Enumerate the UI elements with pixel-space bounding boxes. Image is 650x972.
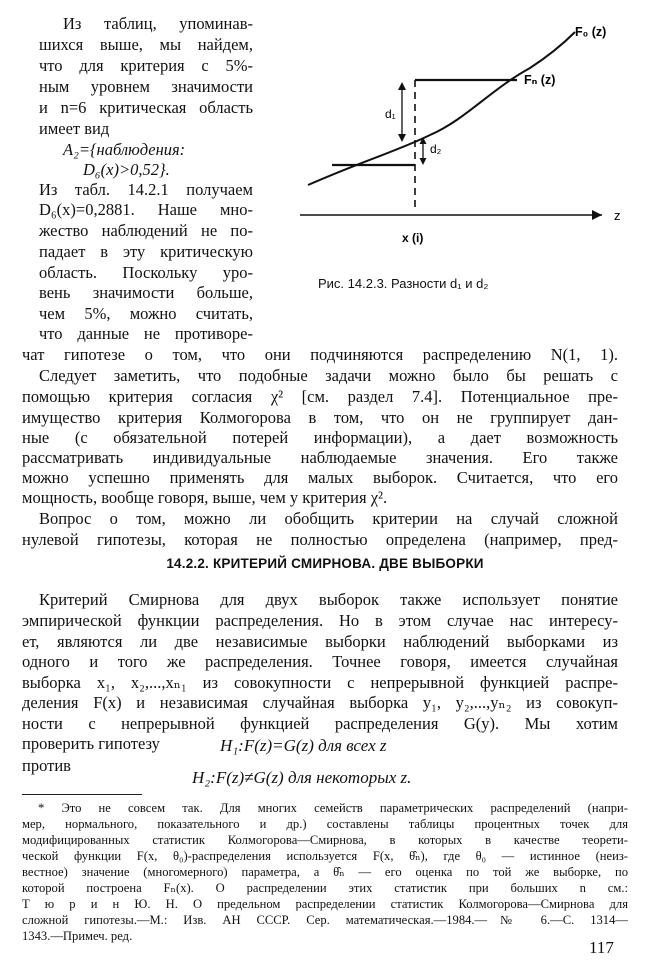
text-line: ные (с обязательной потерей информации), а дает возможность: [22, 428, 618, 447]
text-line: Следует заметить, что подобные задачи можно было бы решать с: [39, 366, 618, 385]
text-line: ет, являются ли две независимые выборки наблюдений выборками из: [22, 632, 618, 651]
text-line: рассматривать индивидуальные наблюдаемые значения. Его также: [22, 448, 618, 467]
figure-14-2-3: [290, 10, 645, 275]
text-line: эмпирической функции распределения. Но в этом случае нас интересу-: [22, 611, 618, 630]
hypothesis-h2: H₂:F(z)≠G(z) для некоторых z.: [192, 768, 412, 787]
text-line: жество наблюдений не по-: [39, 221, 253, 240]
footnote-line: 1343.—Примеч. ред.: [22, 929, 133, 943]
text-line: помощью критерия согласия χ² [см. раздел 7.4]. Потенциальное пре-: [22, 387, 618, 406]
label-z: z: [614, 208, 621, 223]
text-line: вень значимости больше,: [39, 283, 253, 302]
label-xi: x (i): [402, 231, 424, 245]
text-line: чем 5%, можно считать,: [39, 304, 253, 323]
footnote-line: Т ю р и н Ю. Н. О предельном распределении статистик Колмогорова—Смирнова для: [22, 897, 628, 911]
text-line: нулевой гипотезы, которая не полностью определена (например, пред-: [22, 530, 618, 549]
section-heading: 14.2.2. КРИТЕРИЙ СМИРНОВА. ДВЕ ВЫБОРКИ: [166, 556, 484, 571]
text-line: имущество критерия Колмогорова в том, что он не группирует дан-: [22, 408, 618, 427]
label-fn: Fₙ (z): [524, 73, 556, 87]
text-line: деления F(x) и независимая случайная выборка y₁, y₂,...,yₙ₂ из совокуп-: [22, 693, 618, 712]
footnote-rule: [22, 794, 142, 795]
footnote-line: которой построена Fₙ(x). О распределении этих статистик при больших n см.:: [22, 881, 628, 895]
text-protiv: против: [22, 756, 71, 775]
figure-caption: Рис. 14.2.3. Разности d₁ и d₂: [318, 276, 489, 291]
text-line: имеет вид: [39, 119, 110, 138]
label-d1: d₁: [385, 107, 396, 121]
footnote-line: ческой функции F(x, θ₀)-распределения используется F(x, θ̂ₙ), где θ₀ — истинное (неиз-: [22, 849, 628, 863]
d1-arrow-top-icon: [398, 82, 406, 90]
text-line: одного и того же распределения. Точнее говоря, имеется случайная: [22, 652, 618, 671]
footnote-line: модифицированных статистик Колмогорова—Смирнова, в которых в качестве теорети-: [22, 833, 628, 847]
label-f0: F₀ (z): [575, 25, 607, 39]
footnote-line: вестное) значение (многомерного) параметра, а θ̂ₙ — его оценка по той же выборке, по: [22, 865, 628, 879]
text-line: Из табл. 14.2.1 получаем: [39, 180, 253, 199]
text-line: область. Поскольку уро-: [39, 263, 253, 282]
z-axis-arrow-icon: [592, 210, 602, 220]
footnote-line: мер, нормального, показательного и др.) составлены таблицы процентных точек для: [22, 817, 628, 831]
text-line: падает в эту критическую: [39, 242, 253, 261]
d1-arrow-bottom-icon: [398, 134, 406, 142]
text-line: Вопрос о том, можно ли обобщить критерии на случай сложной: [39, 509, 618, 528]
text-line: чат гипотезе о том, что они подчиняются распределению N(1, 1).: [22, 345, 618, 364]
text-line: можно успешно применять для малых выборок. Считается, что его: [22, 468, 618, 487]
text-line: D₆(x)=0,2881. Наше мно-: [39, 200, 253, 219]
text-line: выборка x₁, x₂,...,xₙ₁ из совокупности с непрерывной функцией распре-: [22, 673, 618, 692]
page-number: 117: [589, 938, 614, 957]
footnote-line: * Это не совсем так. Для многих семейств параметрических распределений (напри-: [38, 801, 628, 815]
text-line: мощность, вообще говоря, выше, чем у критерия χ².: [22, 488, 388, 507]
d2-arrow-bottom-icon: [420, 158, 427, 165]
text-line: шихся выше, мы найдем,: [39, 35, 253, 54]
formula-a2-line1: A₂={наблюдения:: [63, 140, 186, 159]
text-line: что данные не противоре-: [39, 324, 253, 343]
text-line: Критерий Смирнова для двух выборок также использует понятие: [39, 590, 618, 609]
hypothesis-h1: H₁:F(z)=G(z) для всех z: [220, 736, 387, 755]
formula-a2-line2: D₆(x)>0,52}.: [83, 160, 170, 179]
f0-curve: [308, 32, 575, 185]
text-line: ности с непрерывной функцией распределения G(y). Мы хотим: [22, 714, 618, 733]
text-line: и n=6 критическая область: [39, 98, 253, 117]
text-line: что для критерия с 5%-: [39, 56, 253, 75]
text-line: ным уровнем значимости: [39, 77, 253, 96]
footnote-line: сложной гипотезы.—М.: Изв. АН СССР. Сер. математическая.—1984.—№ 6.—С. 1314—: [22, 913, 628, 927]
text-line: проверить гипотезу: [22, 734, 160, 753]
label-d2: d₂: [430, 142, 442, 156]
text-line: Из таблиц, упоминав-: [63, 14, 253, 33]
